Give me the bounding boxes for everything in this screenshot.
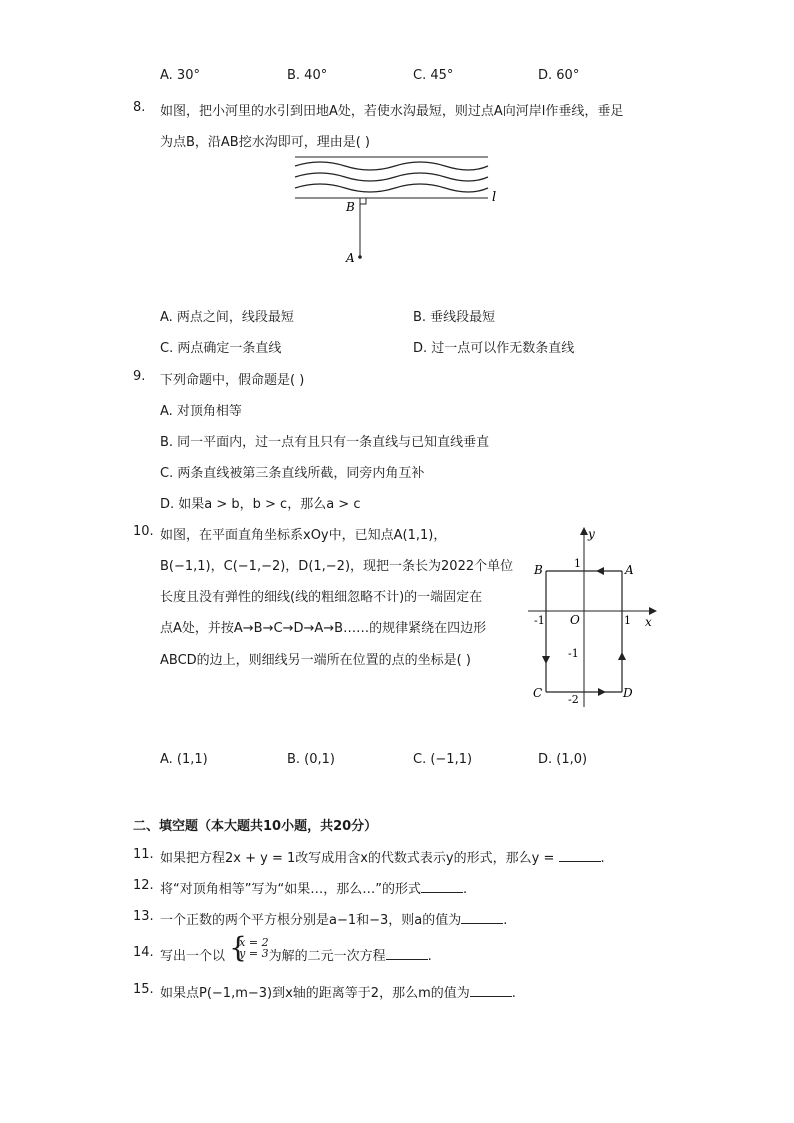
q8-river-figure <box>290 152 510 267</box>
q7-option-a: A. 30° <box>160 68 200 83</box>
q13-end: . <box>503 913 508 928</box>
q10-number: 10. <box>133 524 154 539</box>
q11-number: 11. <box>133 847 154 862</box>
q7-option-d: D. 60° <box>538 68 580 83</box>
q10-stem-line3: 长度且没有弹性的细线(线的粗细忽略不计)的一端固定在 <box>160 590 483 605</box>
q8-number: 8. <box>133 100 146 115</box>
q7-option-b: B. 40° <box>287 68 328 83</box>
q14-end: . <box>427 949 432 964</box>
q8-label-a: A <box>346 251 355 265</box>
q11-text: 如果把方程2x + y = 1改写成用含x的代数式表示y的形式，那么y = <box>160 851 555 866</box>
q8-option-d: D. 过一点可以作无数条直线 <box>413 341 575 356</box>
q15-stem <box>160 982 516 1001</box>
q14-text-pre: 写出一个以 <box>160 949 226 964</box>
q7-option-c: C. 45° <box>413 68 454 83</box>
q9-stem: 下列命题中，假命题是( ) <box>160 373 305 388</box>
q10-origin-label: O <box>570 613 580 627</box>
q12-answer-blank[interactable] <box>421 880 463 893</box>
q10-label-a: A <box>625 563 634 577</box>
q10-stem-line2: B(−1,1)，C(−1,−2)，D(1,−2)，现把一条长为2022个单位 <box>160 559 514 574</box>
q10-tick-y-neg2: -2 <box>568 693 579 706</box>
q14-text-mid: 为解的二元一次方程 <box>268 949 386 964</box>
q10-coordinate-figure <box>520 522 670 712</box>
q8-label-b: B <box>346 200 355 214</box>
q10-axis-x-label: x <box>645 615 652 629</box>
q12-stem <box>160 878 467 897</box>
q12-number: 12. <box>133 878 154 893</box>
q13-text: 一个正数的两个平方根分别是a−1和−3，则a的值为 <box>160 913 462 928</box>
q10-option-a: A. (1,1) <box>160 752 208 767</box>
q13-answer-blank[interactable] <box>461 911 503 924</box>
q14-answer-blank[interactable] <box>386 947 428 960</box>
q10-option-d: D. (1,0) <box>538 752 588 767</box>
q9-option-a: A. 对顶角相等 <box>160 404 242 419</box>
q8-option-c: C. 两点确定一条直线 <box>160 341 282 356</box>
q10-option-b: B. (0,1) <box>287 752 336 767</box>
q9-option-c: C. 两条直线被第三条直线所截，同旁内角互补 <box>160 466 425 481</box>
q12-text: 将“对顶角相等”写为“如果…，那么…”的形式 <box>160 882 421 897</box>
q14-system-eq1: x = 2 <box>239 936 269 949</box>
q10-stem-line1: 如图，在平面直角坐标系xOy中，已知点A(1,1)， <box>160 528 447 543</box>
q9-number: 9. <box>133 369 146 384</box>
section-heading-fill-in: 二、填空题（本大题共10小题，共20分） <box>133 819 378 834</box>
q10-tick-y-1: 1 <box>574 557 581 570</box>
q15-answer-blank[interactable] <box>470 984 512 997</box>
q8-option-a: A. 两点之间，线段最短 <box>160 310 294 325</box>
q10-stem-line5: ABCD的边上，则细线另一端所在位置的点的坐标是( ) <box>160 653 471 668</box>
q10-tick-x-neg1: -1 <box>534 614 545 627</box>
q10-label-c: C <box>533 686 543 700</box>
q13-stem <box>160 909 507 928</box>
q9-option-b: B. 同一平面内，过一点有且只有一条直线与已知直线垂直 <box>160 435 490 450</box>
q14-equation-system <box>229 931 269 964</box>
q11-end: . <box>600 851 605 866</box>
q14-system-eq2: y = 3 <box>239 947 269 960</box>
q15-number: 15. <box>133 982 154 997</box>
q10-option-c: C. (−1,1) <box>413 752 473 767</box>
q10-label-b: B <box>534 563 543 577</box>
q12-end: . <box>462 882 468 897</box>
q10-tick-y-neg1: -1 <box>568 647 579 660</box>
q8-stem-line2: 为点B，沿AB挖水沟即可，理由是( ) <box>160 135 371 150</box>
q9-option-d: D. 如果a > b，b > c，那么a > c <box>160 497 361 512</box>
q14-brace-icon: { <box>229 931 247 964</box>
q11-answer-blank[interactable] <box>559 849 601 862</box>
q10-label-d: D <box>623 686 633 700</box>
q10-tick-x-1: 1 <box>624 614 631 627</box>
q15-text: 如果点P(−1,m−3)到x轴的距离等于2，那么m的值为 <box>160 986 470 1001</box>
q13-number: 13. <box>133 909 154 924</box>
q8-option-b: B. 垂线段最短 <box>413 310 496 325</box>
q15-end: . <box>511 986 516 1001</box>
q14-stem <box>160 931 432 967</box>
q8-stem-line1: 如图，把小河里的水引到田地A处，若使水沟最短，则过点A向河岸l作垂线，垂足 <box>160 104 624 119</box>
q10-stem-line4: 点A处，并按A→B→C→D→A→B……的规律紧绕在四边形 <box>160 621 487 636</box>
q11-stem <box>160 847 605 866</box>
q14-number: 14. <box>133 945 154 960</box>
q8-label-l: l <box>492 190 497 205</box>
q10-axis-y-label: y <box>588 527 595 541</box>
